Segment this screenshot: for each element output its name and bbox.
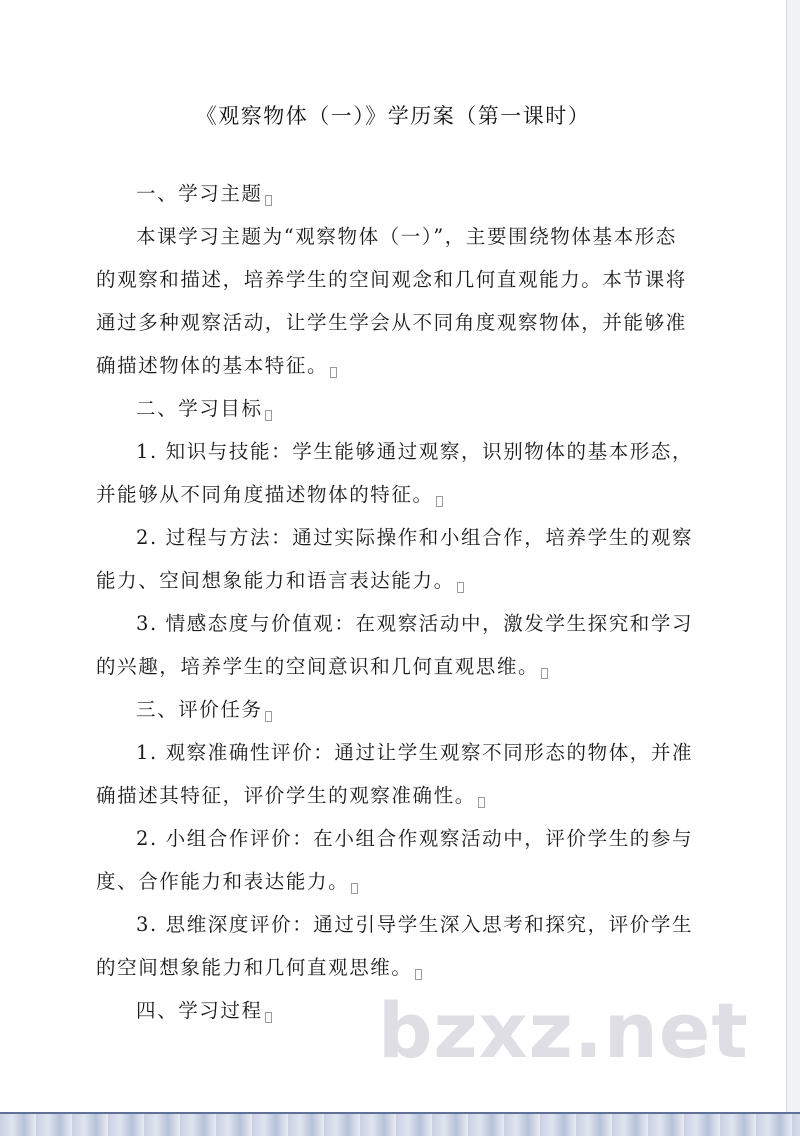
paragraph-line: 的空间想象能力和几何直观思维。 xyxy=(96,952,422,980)
page-bottom-decoration xyxy=(0,1112,800,1136)
document-title: 《观察物体（一）》学历案（第一课时） xyxy=(195,104,591,128)
paragraph-line: 的兴趣，培养学生的空间意识和几何直观思维。 xyxy=(96,651,548,679)
paragraph-line: 2. 过程与方法：通过实际操作和小组合作，培养学生的观察 xyxy=(136,526,694,549)
paragraph-line: 1. 观察准确性评价：通过让学生观察不同形态的物体，并准 xyxy=(136,741,694,764)
paragraph-mark-icon xyxy=(541,668,548,679)
paragraph-mark-icon xyxy=(265,410,272,421)
paragraph-line: 2. 小组合作评价：在小组合作观察活动中，评价学生的参与 xyxy=(136,827,694,850)
paragraph-mark-icon xyxy=(265,1012,272,1023)
paragraph-line: 确描述其特征，评价学生的观察准确性。 xyxy=(96,780,485,808)
scrollbar[interactable] xyxy=(786,0,800,1112)
paragraph-line: 的观察和描述，培养学生的空间观念和几何直观能力。本节课将 xyxy=(96,268,687,291)
paragraph-line: 度、合作能力和表达能力。 xyxy=(96,866,358,894)
paragraph-mark-icon xyxy=(330,367,337,378)
paragraph-line: 通过多种观察活动，让学生学会从不同角度观察物体，并能够准 xyxy=(96,311,687,334)
paragraph-line: 并能够从不同角度描述物体的特征。 xyxy=(96,479,443,507)
paragraph-mark-icon xyxy=(457,582,464,593)
paragraph-line: 能力、空间想象能力和语言表达能力。 xyxy=(96,565,464,593)
paragraph-mark-icon xyxy=(351,883,358,894)
paragraph-line: 3. 情感态度与价值观：在观察活动中，激发学生探究和学习 xyxy=(136,612,694,635)
paragraph-mark-icon xyxy=(415,969,422,980)
paragraph-mark-icon xyxy=(265,195,272,206)
section-heading: 三、评价任务 xyxy=(136,694,272,722)
section-heading: 四、学习过程 xyxy=(136,995,272,1023)
paragraph-mark-icon xyxy=(478,797,485,808)
section-heading: 一、学习主题 xyxy=(136,178,272,206)
paragraph-line: 确描述物体的基本特征。 xyxy=(96,350,337,378)
section-heading: 二、学习目标 xyxy=(136,393,272,421)
watermark: bzxz.net xyxy=(378,986,749,1075)
paragraph-line: 1. 知识与技能：学生能够通过观察，识别物体的基本形态， xyxy=(136,440,694,463)
paragraph-mark-icon xyxy=(436,496,443,507)
paragraph-line: 本课学习主题为“观察物体（一）”，主要围绕物体基本形态 xyxy=(136,225,677,248)
paragraph-line: 3. 思维深度评价：通过引导学生深入思考和探究，评价学生 xyxy=(136,913,694,936)
paragraph-mark-icon xyxy=(265,711,272,722)
